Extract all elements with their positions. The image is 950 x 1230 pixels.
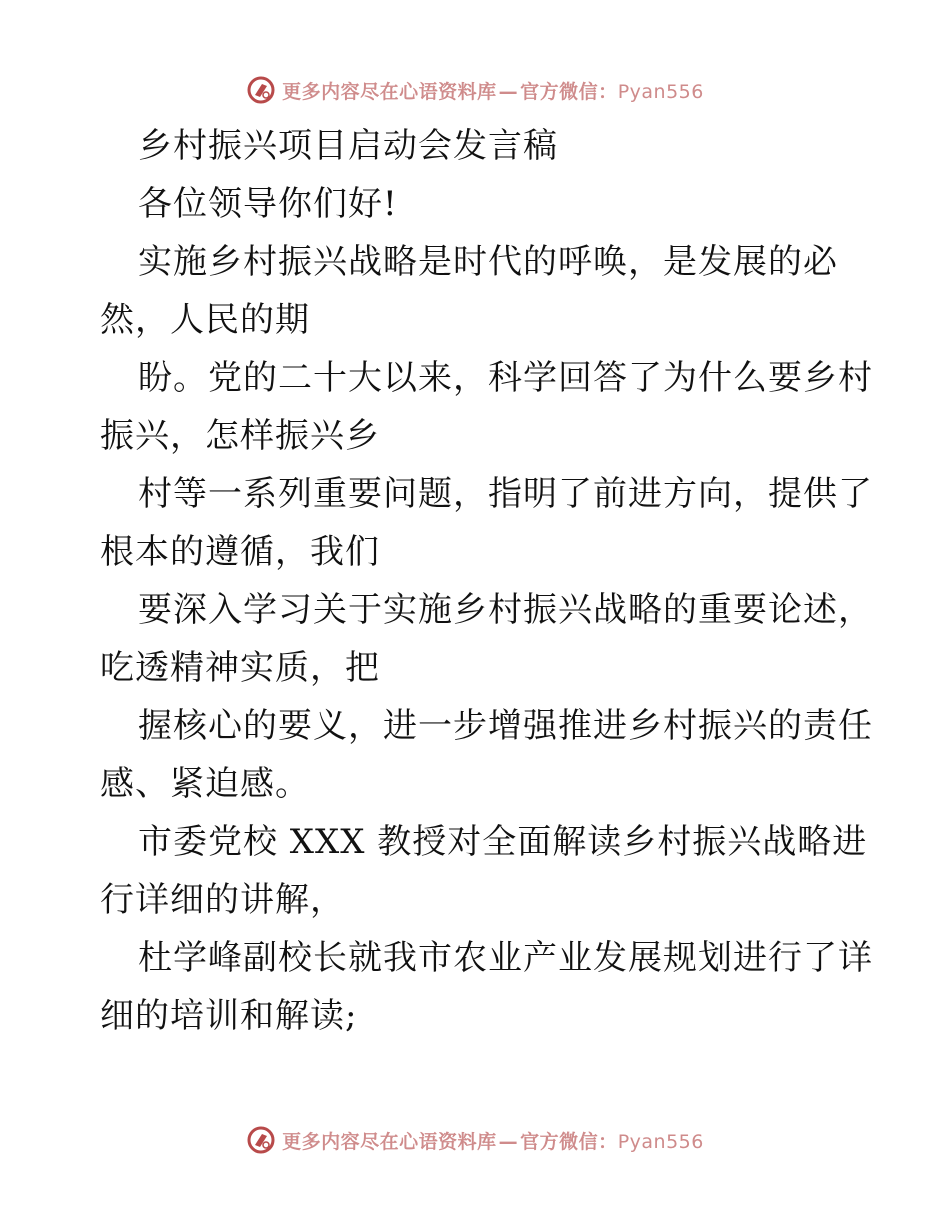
watermark-id: Pyan556 <box>617 1130 704 1153</box>
document-title: 乡村振兴项目启动会发言稿 <box>138 126 558 166</box>
watermark-dash: — <box>498 1130 519 1153</box>
logo-icon <box>246 1125 276 1155</box>
paragraph-line: 行详细的讲解， <box>100 880 345 920</box>
paragraph-line: 杜学峰副校长就我市农业产业发展规划进行了详 <box>138 938 873 978</box>
watermark-brand: 更多内容尽在心语资料库 <box>282 1130 497 1153</box>
paragraph-line: 细的培训和解读; <box>100 996 358 1036</box>
paragraph-line: 然，人民的期 <box>100 300 310 340</box>
watermark-id: Pyan556 <box>617 80 704 103</box>
paragraph-line: 吃透精神实质，把 <box>100 648 380 688</box>
paragraph-line: 要深入学习关于实施乡村振兴战略的重要论述， <box>138 590 873 630</box>
paragraph-line: 盼。党的二十大以来，科学回答了为什么要乡村 <box>138 358 873 398</box>
greeting-line: 各位领导你们好! <box>138 184 398 224</box>
paragraph-line: 感、紧迫感。 <box>100 764 310 804</box>
paragraph-line: 根本的遵循，我们 <box>100 532 380 572</box>
paragraph-line: 握核心的要义，进一步增强推进乡村振兴的责任 <box>138 706 873 746</box>
watermark-brand: 更多内容尽在心语资料库 <box>282 80 497 103</box>
watermark-label: 官方微信： <box>520 1130 618 1153</box>
paragraph-line: 市委党校 XXX 教授对全面解读乡村振兴战略进 <box>138 822 868 862</box>
paragraph-line: 村等一系列重要问题，指明了前进方向，提供了 <box>138 474 873 514</box>
watermark-label: 官方微信： <box>520 80 618 103</box>
watermark-dash: — <box>498 80 519 103</box>
paragraph-line: 振兴，怎样振兴乡 <box>100 416 380 456</box>
paragraph-line: 实施乡村振兴战略是时代的呼唤，是发展的必 <box>138 242 838 282</box>
watermark-text <box>282 1127 704 1154</box>
footer-watermark <box>0 1122 950 1158</box>
